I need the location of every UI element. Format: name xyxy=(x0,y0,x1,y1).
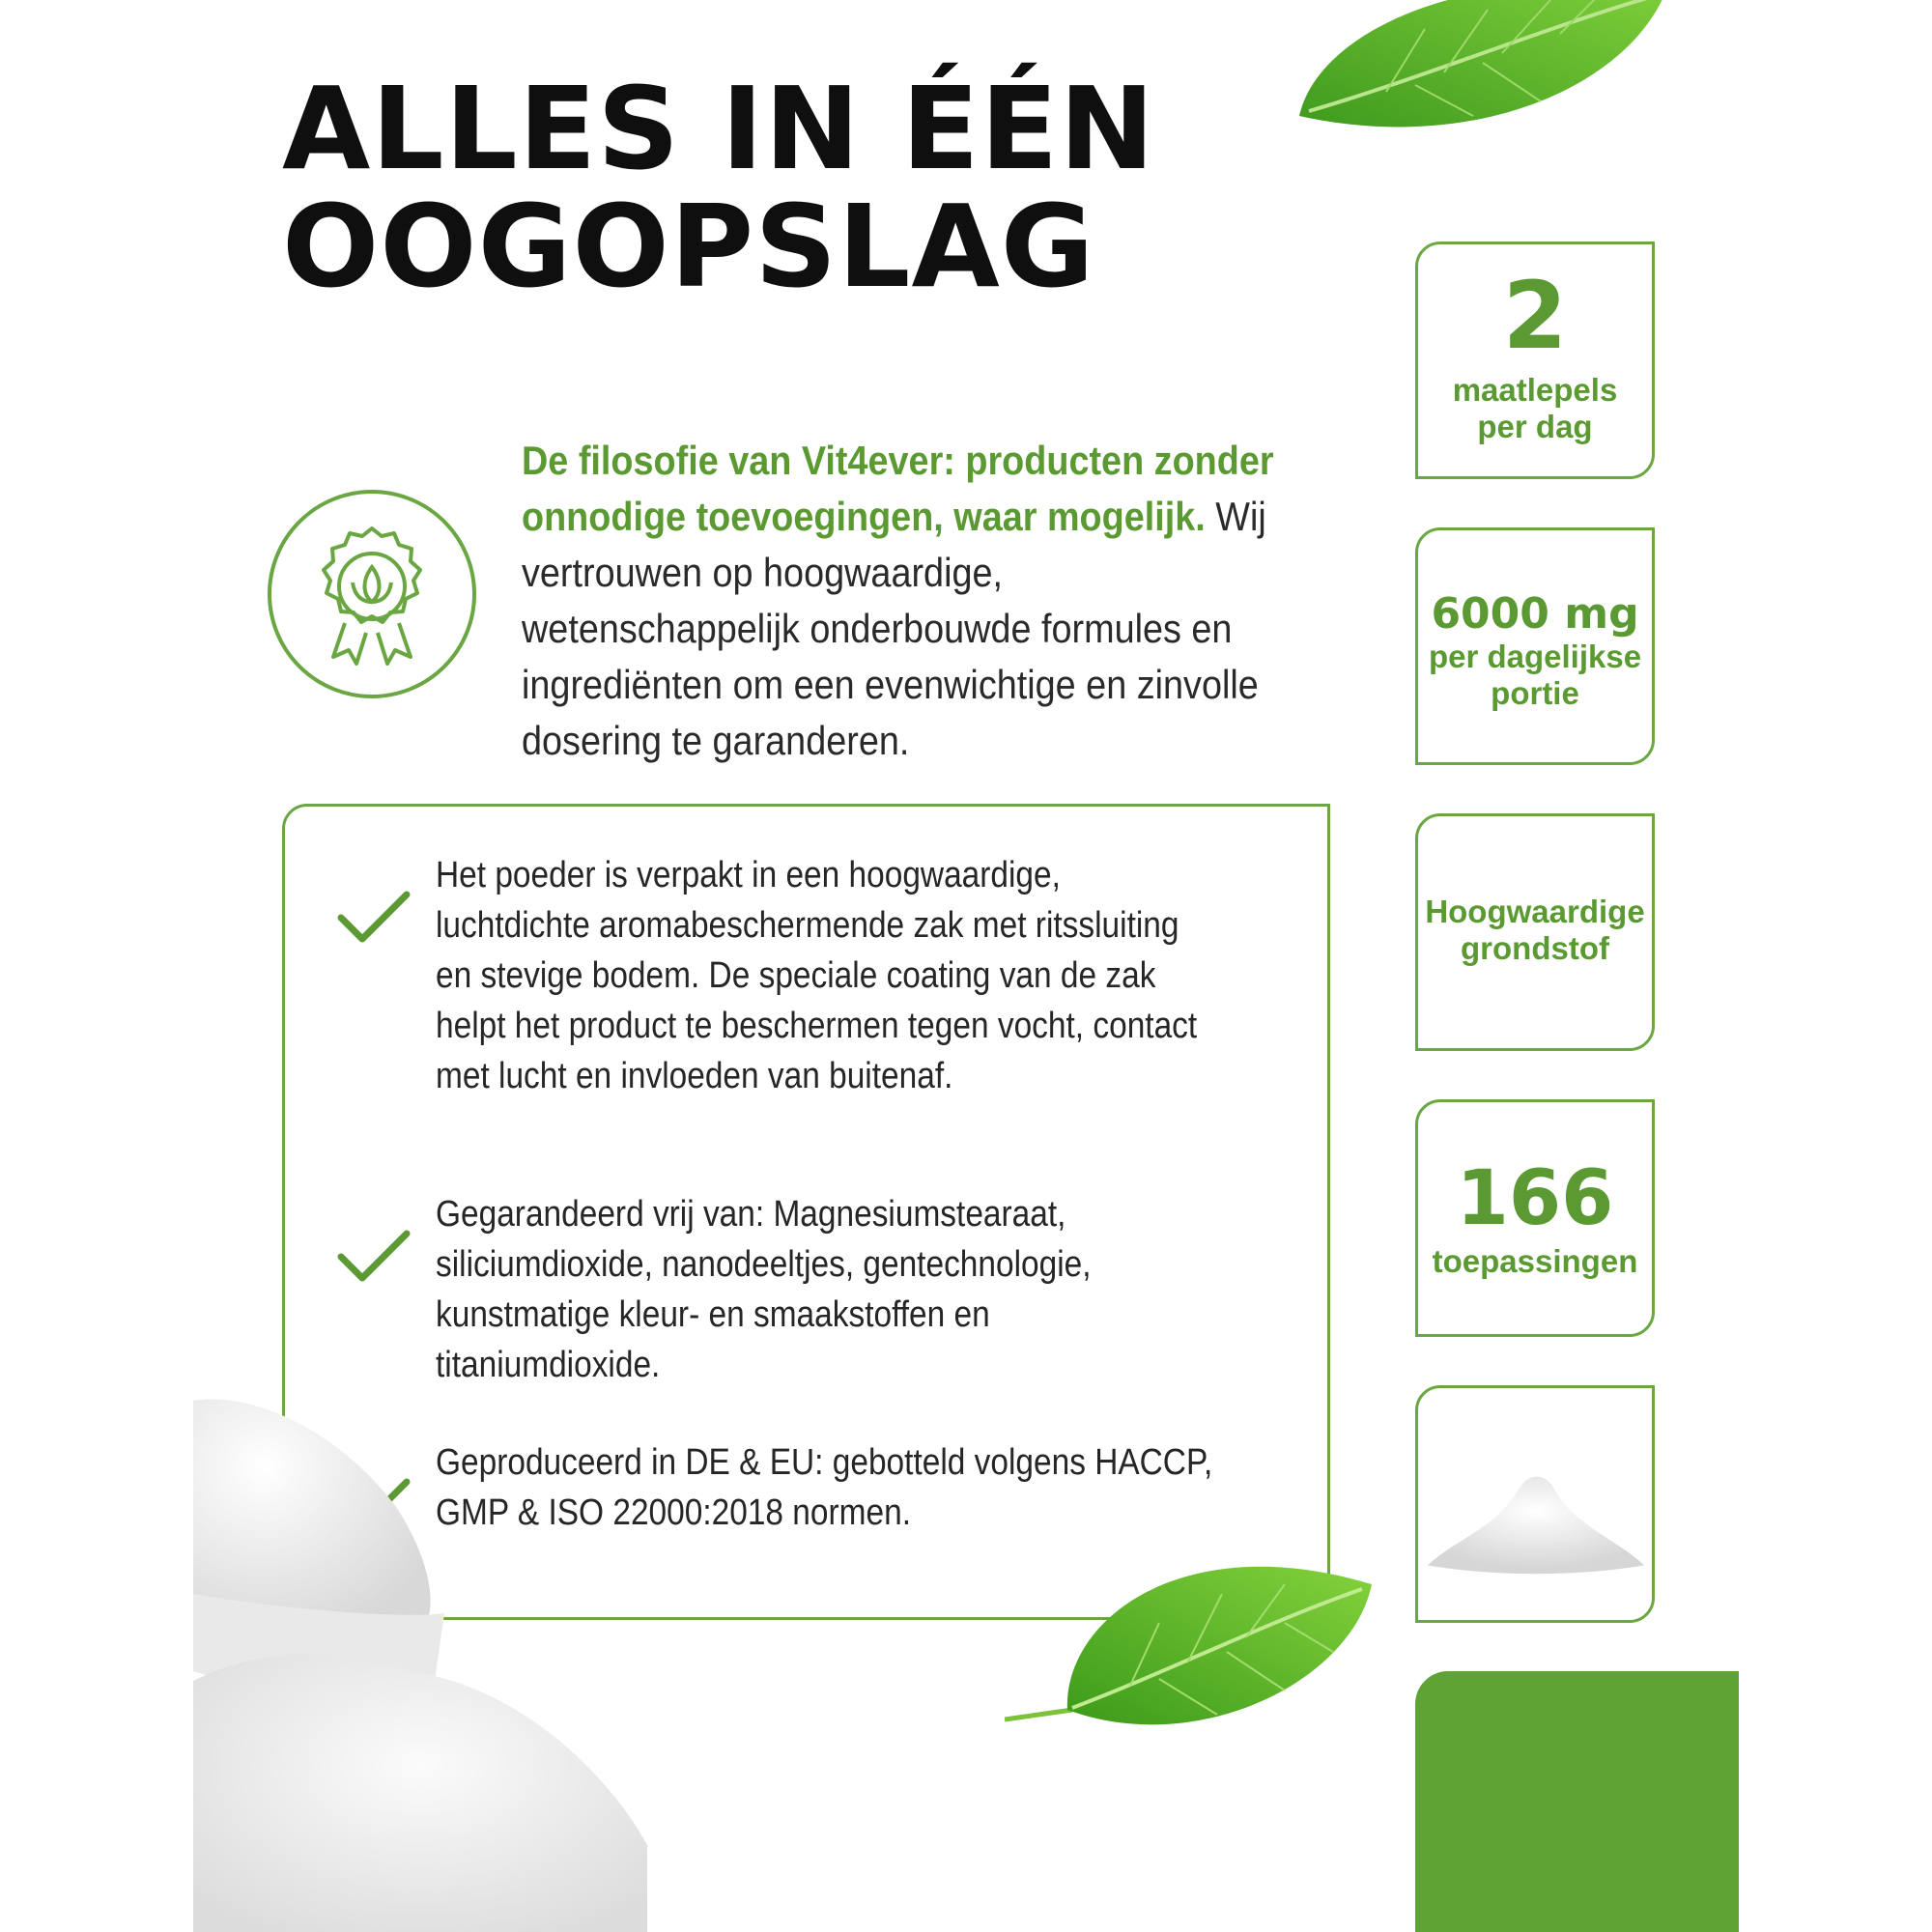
page-title-line1: ALLES IN ÉÉN xyxy=(282,62,1156,195)
check-icon xyxy=(335,1228,412,1286)
philosophy-text xyxy=(522,433,1287,769)
stat-card-quality xyxy=(1415,813,1655,1051)
page-title-line2: OOGOPSLAG xyxy=(282,180,1095,313)
feature-text: Geproduceerd in DE & EU: gebotteld volgens HACCP, GMP & ISO 22000:2018 normen. xyxy=(436,1442,1213,1533)
leaf-icon xyxy=(1280,0,1676,155)
stat-value: 2 xyxy=(1502,262,1568,370)
stat-value: 166 xyxy=(1456,1155,1614,1242)
stat-card-dose xyxy=(1415,527,1655,765)
powder-image xyxy=(193,1391,647,1932)
feature-text: Gegarandeerd vrij van: Magnesiumstearaat, siliciumdioxide, nanodeeltjes, gentechnologie, kunstmatige kleur- en smaakstoffen en titaniumdioxide. xyxy=(436,1194,1092,1385)
green-accent-block xyxy=(1415,1671,1739,1932)
stat-label: Hoogwaardige xyxy=(1425,894,1645,929)
award-badge-icon xyxy=(266,488,478,700)
stat-card-scoops xyxy=(1415,242,1655,479)
feature-text: Het poeder is verpakt in een hoogwaardige, luchtdichte aromabeschermende zak met ritssluiting en stevige bodem. De speciale coating van de zak helpt het product te beschermen tegen vocht, contact met lucht en invloeden van buitenaf. xyxy=(436,855,1198,1096)
stat-label: per dagelijkse xyxy=(1428,639,1642,674)
stat-label: portie xyxy=(1491,675,1579,711)
stat-label: per dag xyxy=(1477,409,1593,444)
leaf-icon xyxy=(1005,1517,1391,1748)
philosophy-highlight: De filosofie van Vit4ever: producten zonder onnodige toevoegingen, waar mogelijk. xyxy=(522,438,1274,539)
check-icon xyxy=(335,889,412,947)
stat-label: grondstof xyxy=(1461,930,1609,966)
page-title xyxy=(282,62,1156,313)
stat-card-applications xyxy=(1415,1099,1655,1337)
stat-card-powder xyxy=(1415,1385,1655,1623)
philosophy-body: Wij vertrouwen op hoogwaardige, wetenschappelijk onderbouwde formules en ingrediënten om een evenwichtige en zinvolle dosering te garanderen. xyxy=(522,494,1266,763)
stat-label: toepassingen xyxy=(1432,1243,1638,1279)
powder-image xyxy=(1418,1388,1652,1620)
stat-value: 6000 mg xyxy=(1431,589,1639,639)
stat-label: maatlepels xyxy=(1452,372,1618,408)
